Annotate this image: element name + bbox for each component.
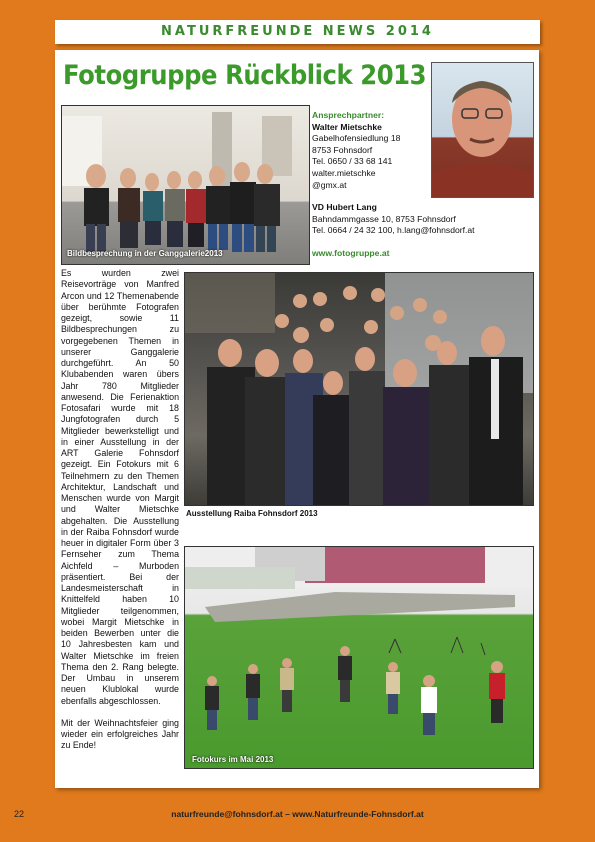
banner-text: NATURFREUNDE NEWS 2014 [161, 24, 434, 39]
photo-course-outdoor [184, 546, 534, 769]
contact-phone: Tel. 0650 / 33 68 141 [312, 156, 393, 167]
vd-phone: Tel. 0664 / 24 32 100, h.lang@fohnsdorf.at [312, 225, 475, 236]
photo-gallery-group [61, 105, 310, 265]
contact-city: 8753 Fohnsdorf [312, 144, 373, 155]
contact-heading: Ansprechpartner: [312, 110, 385, 120]
photo-raiba-group [184, 272, 534, 506]
contact-name: Walter Mietschke [312, 121, 382, 132]
article-page [55, 50, 539, 788]
article-paragraph: Mit der Weihnachtsfeier ging wieder ein erfolgreiches Jahr zu Ende! [61, 717, 179, 751]
caption-raiba: Ausstellung Raiba Fohnsdorf 2013 [186, 509, 318, 518]
contact-block [312, 110, 527, 260]
footer-contact[interactable]: naturfreunde@fohnsdorf.at – www.Naturfreunde-Fohnsdorf.at [171, 809, 424, 819]
contact-email-line2[interactable]: @gmx.at [312, 179, 347, 190]
article-body [61, 268, 179, 763]
caption-gallery: Bildbesprechung in der Ganggalerie2013 [67, 249, 223, 258]
photo-raiba-image [185, 273, 533, 505]
page-number: 22 [14, 809, 25, 819]
vd-name: VD Hubert Lang [312, 202, 377, 213]
article-paragraph: Es wurden zwei Reisevorträge von Manfred Arcon und 12 Themenabende über berühmte Fotografen gezeigt, sowie 11 Bildbesprechungen zu vorgegebenen Themen in unserer Ganggalerie durchgeführt. An 50 Klubabenden waren übers Jahr 780 Mitglieder anwesend. Die Ferienaktion Fotosafari wurde mit 18 Jungfotografen durch 5 Mitglieder bewerkstelligt und in einer Ausstellung in der ART Galerie Fohnsdorf gezeigt. Ein Fotokurs mit 6 Teilnehmern zu den Themen Architektur, Landschaft und Menschen wurde von Margit und Walter Mietschke abgehalten. Die Ausstellung in der Raiba Fohnsdorf wurde heuer in digitaler Form über 3 Fernseher zum Thema Aichfeld – Murboden präsentiert. Bei der Landesmeisterschaft in Knittelfeld haben 10 Mitglieder teilgenommen, wobei Margit Mietschke in beiden Bewerben unter die 10 Jahresbesten kam und Walter Mietschke im freien Thema den 2. Rang belegte. Der Umbau in unserem neuen Klublokal wurde ebenfalls abgeschlossen. [61, 268, 179, 706]
article-title: Fotogruppe Rückblick 2013 [63, 60, 427, 91]
contact-street: Gabelhofensiedlung 18 [312, 133, 401, 144]
contact-email-line1[interactable]: walter.mietschke [312, 167, 376, 178]
photo-gallery-group-image [62, 106, 309, 264]
website-link[interactable]: www.fotogruppe.at [312, 247, 390, 258]
photo-course-image [185, 547, 533, 768]
header-banner [55, 20, 540, 44]
vd-address: Bahndammgasse 10, 8753 Fohnsdorf [312, 213, 456, 224]
caption-course: Fotokurs im Mai 2013 [192, 755, 274, 764]
